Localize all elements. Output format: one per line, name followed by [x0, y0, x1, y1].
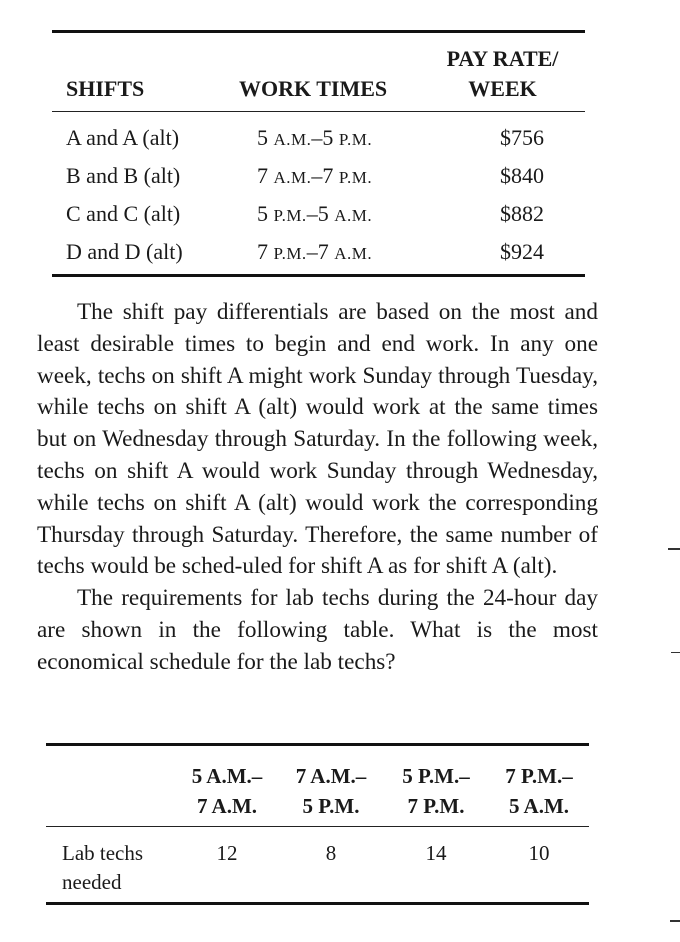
table-bottom-rule [52, 274, 585, 277]
column-header: 7 A.M.– 5 P.M. [295, 764, 367, 818]
header-pay-rate [430, 44, 575, 104]
table-row [52, 157, 585, 195]
work-time: 5 P.M.–5 A.M. [257, 201, 373, 226]
table-row [52, 195, 585, 233]
value-cell: 12 [216, 841, 238, 865]
shift-table [52, 30, 585, 277]
value-cell: 8 [325, 841, 337, 865]
header-work-times: WORK TIMES [239, 76, 388, 101]
work-time: 5 A.M.–5 P.M. [257, 125, 373, 150]
edge-mark [671, 652, 680, 653]
column-header: 5 P.M.– 7 P.M. [402, 764, 470, 818]
row-label: Lab techs needed [62, 841, 144, 894]
column-header: 7 P.M.– 5 A.M. [505, 764, 573, 818]
shift-name: A and A (alt) [66, 125, 180, 150]
paragraph: The shift pay differentials are based on the most and least desirable times to begin and end work. In any one week, techs on shift A might work Sunday through Tuesday, while techs on shift A (alt) would work at the same times but on Wednesday through Saturday. In the following week, techs on shift A would work Sunday through Wednesday, while techs on shift A (alt) would work the corresponding Thursday through Saturday. Therefore, the same number of techs would be sched-uled for shift A as for shift A (alt). [37, 299, 598, 580]
pay-rate: $840 [500, 163, 544, 188]
header-shifts: SHIFTS [66, 76, 145, 101]
value-cell: 14 [425, 841, 447, 865]
table-body [46, 827, 589, 902]
work-time: 7 P.M.–7 A.M. [257, 239, 373, 264]
edge-mark [670, 920, 680, 922]
paragraph: The requirements for lab techs during the 24-hour day are shown in the following table. What is the most economical schedule for the lab techs? [37, 585, 598, 675]
body-text [37, 297, 598, 679]
table-body [52, 112, 585, 274]
work-time: 7 A.M.–7 P.M. [257, 163, 373, 188]
requirements-table [46, 743, 589, 905]
shift-name: B and B (alt) [66, 163, 181, 188]
table-header [46, 746, 589, 826]
pay-rate: $756 [500, 125, 544, 150]
table-row [52, 119, 585, 157]
shift-name: C and C (alt) [66, 201, 181, 226]
shift-name: D and D (alt) [66, 239, 183, 264]
pay-rate: $924 [500, 239, 544, 264]
header-pay-rate-line1: PAY RATE/ [446, 46, 559, 71]
pay-rate: $882 [500, 201, 544, 226]
value-cell: 10 [528, 841, 550, 865]
column-header: 5 A.M.– 7 A.M. [191, 764, 263, 818]
header-pay-rate-line2: WEEK [468, 76, 537, 101]
table-row [52, 233, 585, 271]
table-header [52, 33, 585, 111]
edge-mark [668, 548, 680, 550]
table-bottom-rule [46, 902, 589, 905]
